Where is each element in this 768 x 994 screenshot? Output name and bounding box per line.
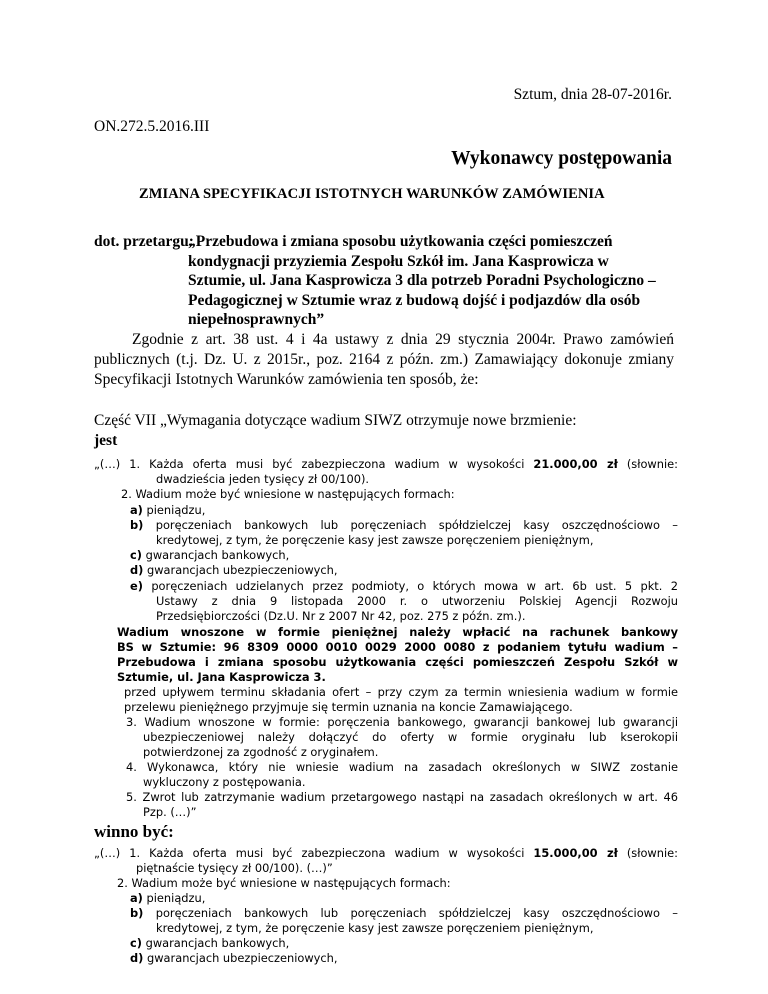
subject-line: Sztumie, ul. Jana Kasprowicza 3 dla potrzeb Poradni Psychologiczno – — [188, 272, 656, 289]
amount-old: 21.000,00 zł — [533, 457, 618, 471]
jest-item-3: 3. Wadium wnoszone w formie: poręczenia bankowego, gwarancji bankowej lub gwarancji — [126, 715, 678, 729]
jest-item-3-cont: ubezpieczeniowej należy dołączyć do oferty w formie oryginału lub kserokopii — [143, 730, 678, 744]
winno-label: winno być: — [94, 822, 174, 841]
jest-item-b: b) poręczeniach bankowych lub poręczeniach spółdzielczej kasy oszczędnościowo – — [130, 518, 678, 532]
jest-item-e-cont: Przedsiębiorczości (Dz.U. Nr z 2007 Nr 42, poz. 275 z późn. zm.). — [156, 609, 526, 623]
bank-account-info: BS w Sztumie: 96 8309 0000 0010 0029 2000 0080 z podaniem tytułu wadium – — [117, 640, 678, 654]
jest-item-d: d) gwarancjach ubezpieczeniowych, — [130, 563, 338, 577]
winno-item-1: „(…) 1. Każda oferta musi być zabezpieczona wadium w wysokości 15.000,00 zł (słownie: — [94, 846, 678, 860]
winno-item-b: b) poręczeniach bankowych lub poręczeniach spółdzielczej kasy oszczędnościowo – — [130, 906, 678, 920]
bank-account-info: Przebudowa i zmiana sposobu użytkowania części pomieszczeń Zespołu Szkół w — [117, 655, 678, 669]
bank-deadline: przelewu pieniężnego przyjmuje się termin uznania na koncie Zamawiającego. — [124, 700, 573, 714]
jest-item-b-cont: kredytowej, z tym, że poręczenie kasy jest zawsze poręczeniem pieniężnym, — [156, 533, 594, 547]
bank-account-info: Wadium wnoszone w formie pieniężnej należy wpłacić na rachunek bankowy — [117, 625, 678, 639]
subject-text — [188, 232, 688, 330]
part-heading: Część VII „Wymagania dotyczące wadium SIWZ otrzymuje nowe brzmienie: — [94, 412, 577, 429]
winno-item-2: 2. Wadium może być wniesione w następujących formach: — [117, 876, 451, 890]
jest-item-4-cont: wykluczony z postępowania. — [143, 775, 306, 789]
reference-number: ON.272.5.2016.III — [94, 118, 210, 135]
subject-line: Pedagogicznej w Sztumie wraz z budową dojść i podjazdów dla osób — [188, 291, 641, 309]
subject-line: „Przebudowa i zmiana sposobu użytkowania części pomieszczeń — [188, 233, 613, 250]
jest-item-3-cont: potwierdzonej za zgodność z oryginałem. — [143, 745, 379, 759]
jest-item-e-cont: Ustawy z dnia 9 listopada 2000 r. o utworzeniu Polskiej Agencji Rozwoju — [156, 594, 678, 608]
jest-item-2: 2. Wadium może być wniesione w następujących formach: — [121, 487, 455, 501]
jest-item-1: „(…) 1. Każda oferta musi być zabezpieczona wadium w wysokości 21.000,00 zł (słownie: — [94, 457, 678, 471]
jest-item-5-cont: Pzp. (…)” — [143, 805, 197, 819]
jest-label: jest — [94, 432, 118, 449]
subject-line: kondygnacji przyziemia Zespołu Szkół im. Jana Kasprowicza w — [188, 252, 609, 270]
subject-line: niepełnosprawnych” — [188, 311, 325, 328]
winno-item-1-cont: piętnaście tysięcy zł 00/100). (…)” — [136, 861, 333, 875]
amount-new: 15.000,00 zł — [533, 846, 618, 860]
winno-item-d: d) gwarancjach ubezpieczeniowych, — [130, 951, 338, 965]
bank-account-info: Sztumie, ul. Jana Kasprowicza 3. — [117, 670, 326, 684]
jest-item-1-cont: dwadzieścia jeden tysięcy zł 00/100). — [156, 472, 370, 486]
subject-lead: dot. przetargu: — [94, 233, 194, 250]
bank-deadline: przed upływem terminu składania ofert – przy czym za termin wniesienia wadium w formie — [124, 685, 678, 699]
intro-paragraph: Zgodnie z art. 38 ust. 4 i 4a ustawy z dnia 29 stycznia 2004r. Prawo zamówień publicznych (t.j. Dz. U. z 2015r., poz. 2164 z późn. zm.) Zamawiający dokonuje zmiany Specyfikacji Istotnych Warunków zamówienia ten sposób, że: — [94, 331, 674, 388]
document-date: Sztum, dnia 28-07-2016r. — [513, 86, 672, 103]
jest-item-e: e) poręczeniach udzielanych przez podmioty, o których mowa w art. 6b ust. 5 pkt. 2 — [130, 579, 679, 593]
jest-item-c: c) gwarancjach bankowych, — [130, 548, 290, 562]
jest-item-5: 5. Zwrot lub zatrzymanie wadium przetargowego nastąpi na zasadach określonych w art. 46 — [126, 790, 678, 804]
winno-item-a: a) pieniądzu, — [130, 891, 206, 905]
recipients-heading: Wykonawcy postępowania — [451, 148, 672, 169]
winno-item-b-cont: kredytowej, z tym, że poręczenie kasy jest zawsze poręczeniem pieniężnym, — [156, 921, 594, 935]
jest-item-4: 4. Wykonawca, który nie wniesie wadium na zasadach określonych w SIWZ zostanie — [126, 760, 678, 774]
jest-item-a: a) pieniądzu, — [130, 503, 206, 517]
document-title: ZMIANA SPECYFIKACJI ISTOTNYCH WARUNKÓW ZAMÓWIENIA — [139, 186, 605, 202]
winno-item-c: c) gwarancjach bankowych, — [130, 936, 290, 950]
